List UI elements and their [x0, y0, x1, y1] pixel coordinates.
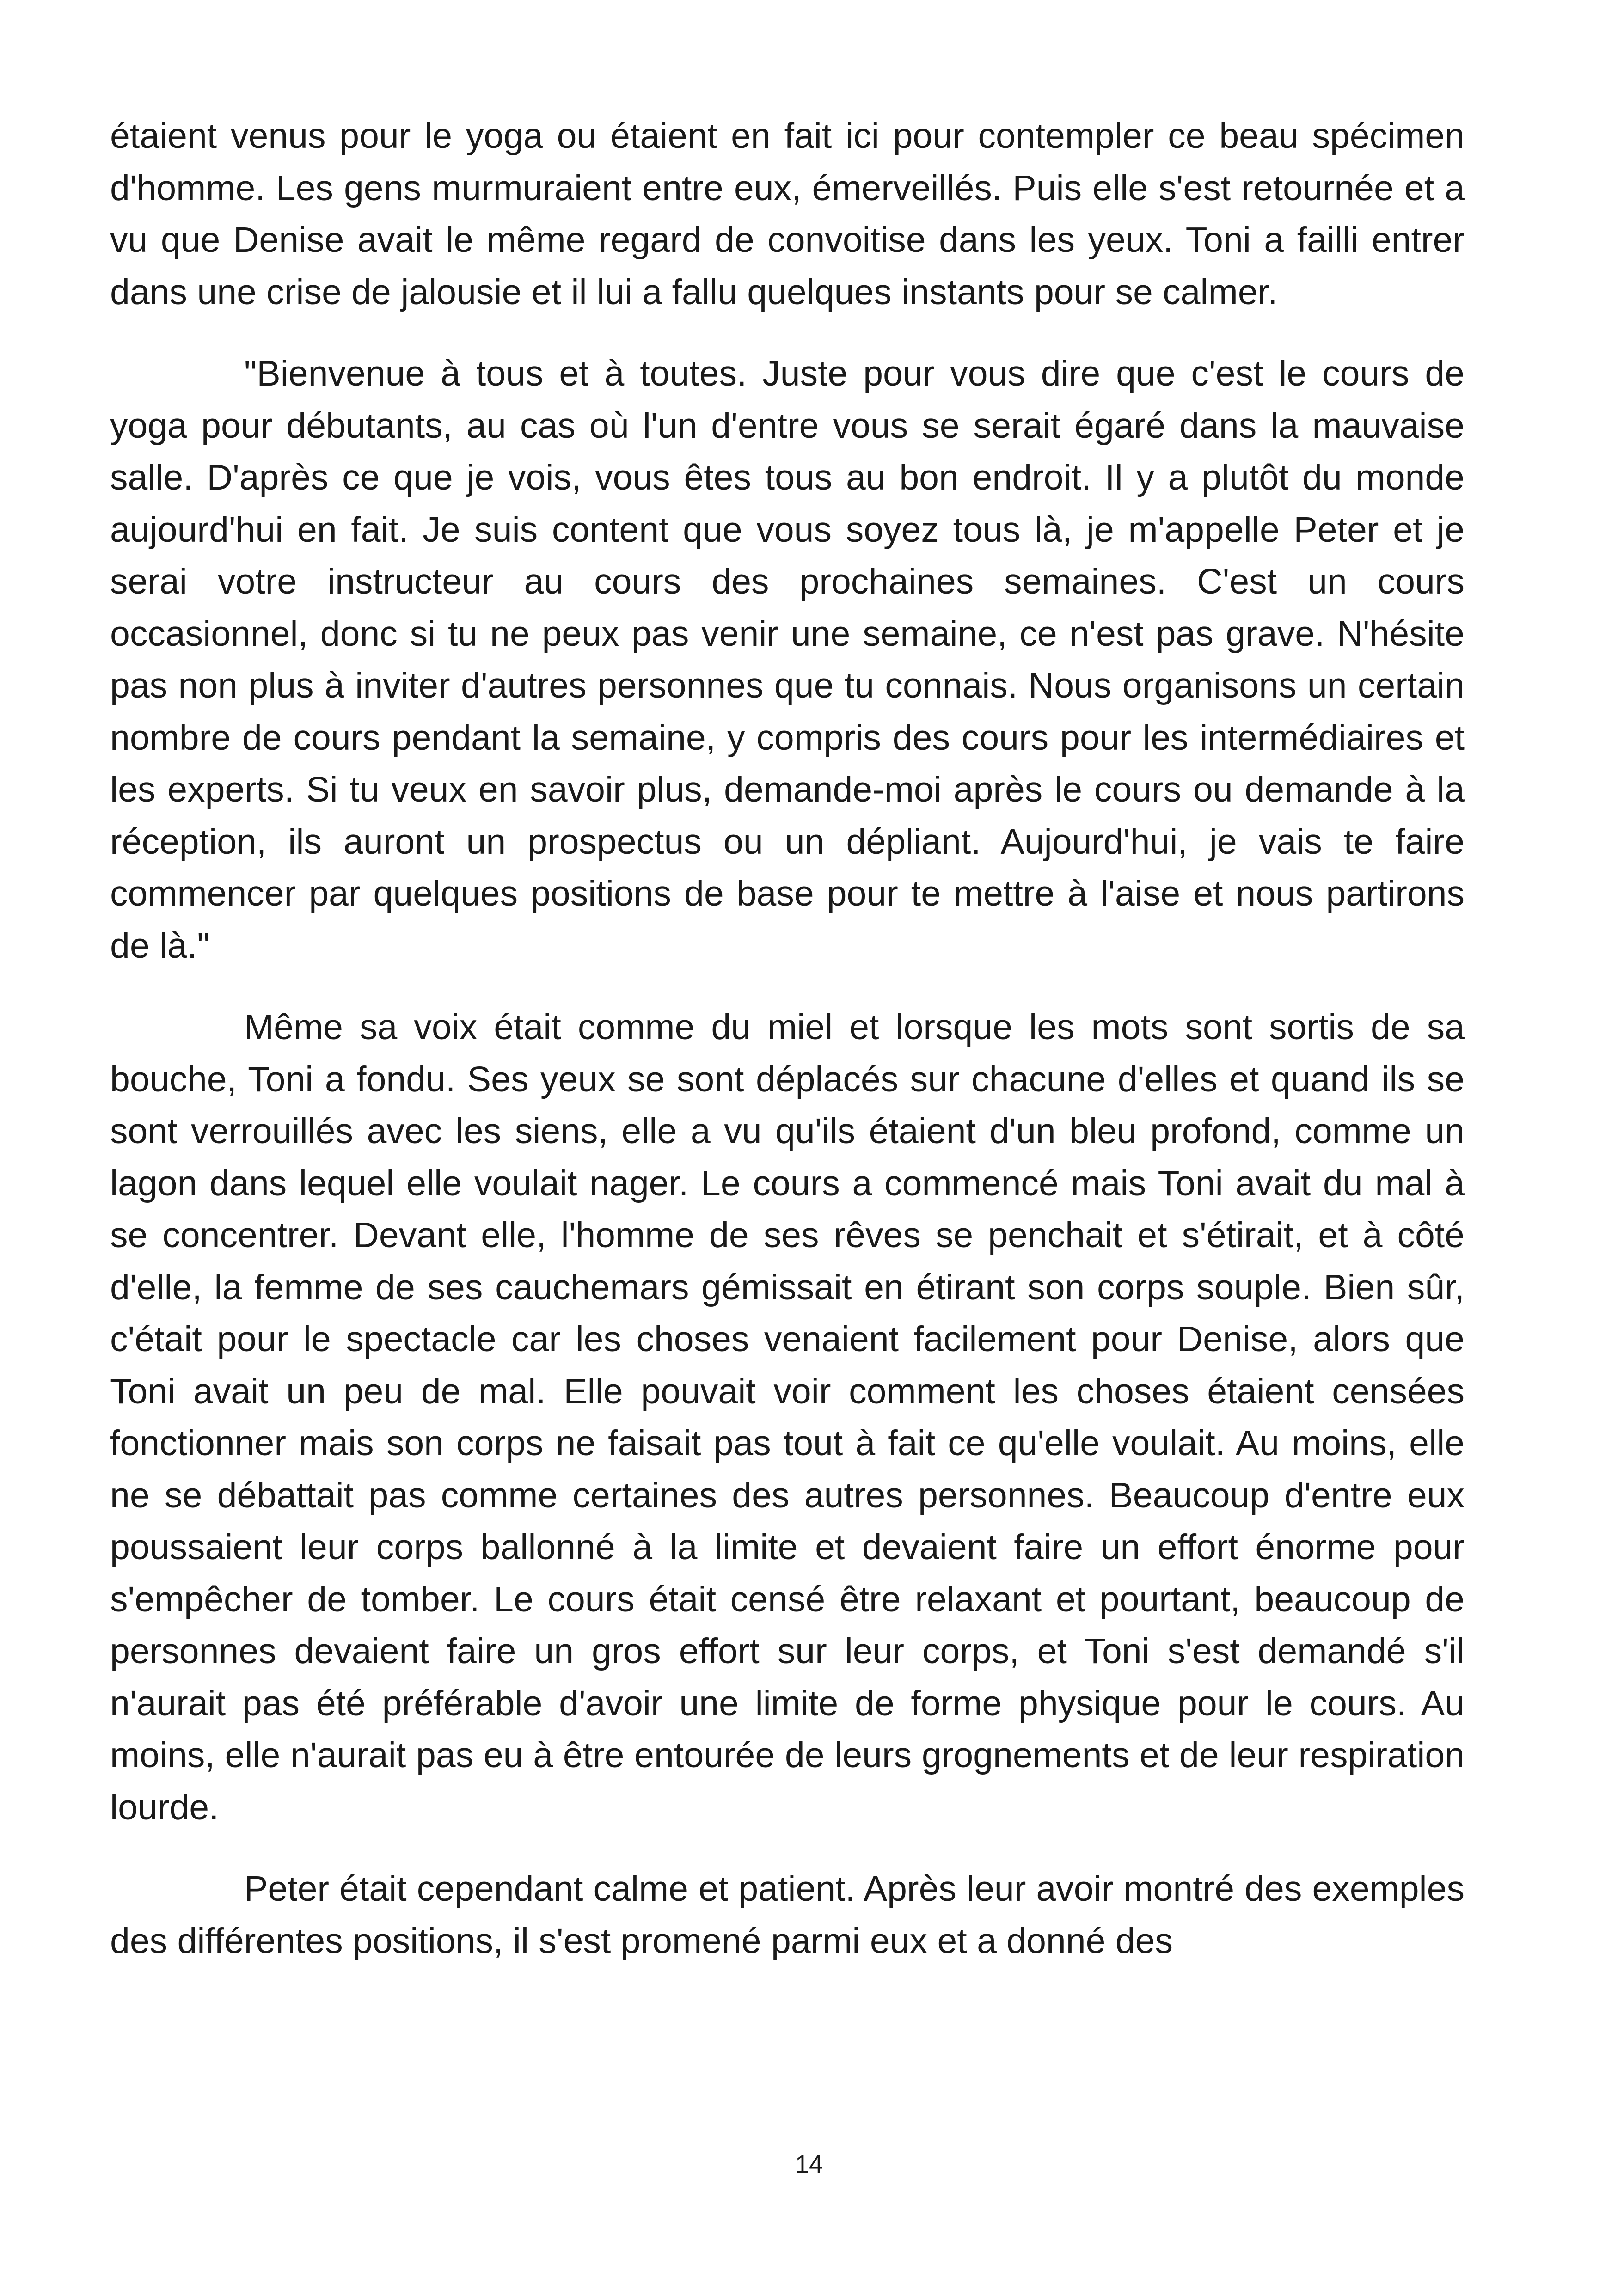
paragraph-peter-calm: Peter était cependant calme et patient. Après leur avoir montré des exemples des différentes positions, il s'est promené parmi eux et a donné des [110, 1869, 1465, 1961]
page-number: 14 [795, 2150, 823, 2178]
paragraph-yoga-class: Même sa voix était comme du miel et lorsque les mots sont sortis de sa bouche, Toni a fondu. Ses yeux se sont déplacés sur chacune d'elles et quand ils se sont verrouillés avec les siens, elle a vu qu'ils étaient d'un bleu profond, comme un lagon dans lequel elle voulait nager. Le cours a commencé mais Toni avait du mal à se concentrer. Devant elle, l'homme de ses rêves se penchait et s'étirait, et à côté d'elle, la femme de ses cauchemars gémissait en étirant son corps souple. Bien sûr, c'était pour le spectacle car les choses venaient facilement pour Denise, alors que Toni avait un peu de mal. Elle pouvait voir comment les choses étaient censées fonctionner mais son corps ne faisait pas tout à fait ce qu'elle voulait. Au moins, elle ne se débattait pas comme certaines des autres personnes. Beaucoup d'entre eux poussaient leur corps ballonné à la limite et devaient faire un effort énorme pour s'empêcher de tomber. Le cours était censé être relaxant et pourtant, beaucoup de personnes devaient faire un gros effort sur leur corps, et Toni s'est demandé s'il n'aurait pas été préférable d'avoir une limite de forme physique pour le cours. Au moins, elle n'aurait pas eu à être entourée de leurs grognements et de leur respiration lourde. [110, 1007, 1465, 1827]
page-body-text [110, 110, 1465, 1996]
paragraph-peter-welcome-speech: "Bienvenue à tous et à toutes. Juste pour vous dire que c'est le cours de yoga pour débutants, au cas où l'un d'entre vous se serait égaré dans la mauvaise salle. D'après ce que je vois, vous êtes tous au bon endroit. Il y a plutôt du monde aujourd'hui en fait. Je suis content que vous soyez tous là, je m'appelle Peter et je serai votre instructeur au cours des prochaines semaines. C'est un cours occasionnel, donc si tu ne peux pas venir une semaine, ce n'est pas grave. N'hésite pas non plus à inviter d'autres personnes que tu connais. Nous organisons un certain nombre de cours pendant la semaine, y compris des cours pour les intermédiaires et les experts. Si tu veux en savoir plus, demande-moi après le cours ou demande à la réception, ils auront un prospectus ou un dépliant. Aujourd'hui, je vais te faire commencer par quelques positions de base pour te mettre à l'aise et nous partirons de là." [110, 354, 1465, 966]
paragraph-continuation: étaient venus pour le yoga ou étaient en fait ici pour contempler ce beau spécimen d'homme. Les gens murmuraient entre eux, émerveillés. Puis elle s'est retournée et a vu que Denise avait le même regard de convoitise dans les yeux. Toni a failli entrer dans une crise de jalousie et il lui a fallu quelques instants pour se calmer. [110, 116, 1465, 312]
